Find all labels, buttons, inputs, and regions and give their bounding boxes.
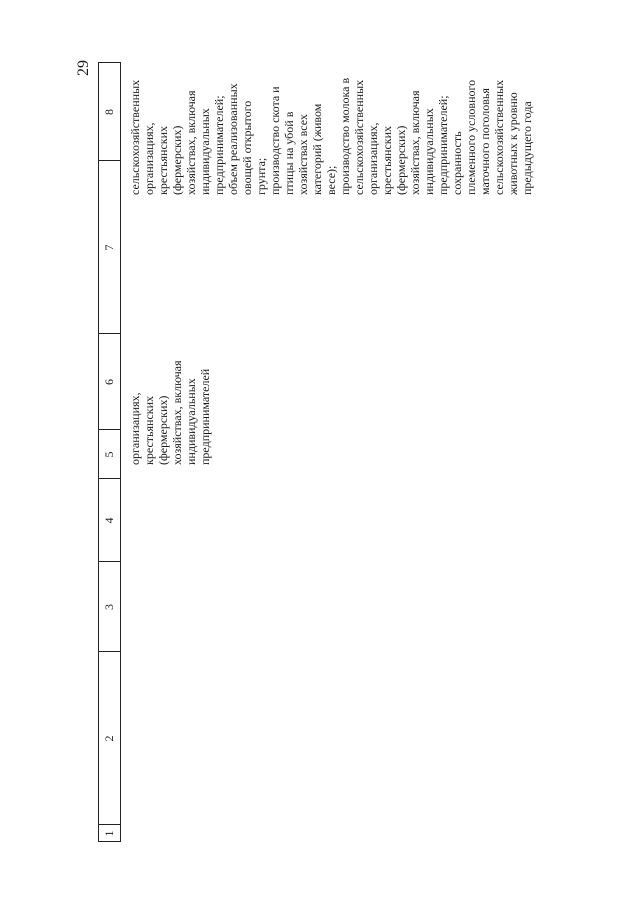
column-header-1: 1 [102,830,116,837]
cell-col6 [128,343,212,465]
cell-line: хозяйствах всех [296,114,310,195]
cell-line: предпринимателей; [436,95,450,195]
cell-line: индивидуальных [422,108,436,195]
column-header-5: 5 [102,451,116,458]
cell-line: весе); [324,165,338,195]
rotated-table-frame [98,62,543,842]
cell-col8 [128,67,534,195]
cell-line: индивидуальных [184,378,198,465]
column-header-7: 7 [102,244,116,251]
rotated-table-content [98,62,543,842]
column-header-6: 6 [102,379,116,385]
column-header-4: 4 [102,517,116,524]
cell-line: (фермерских) [170,125,184,195]
cell-line: производство скота и [268,86,282,195]
cell-line: производство молока в [338,77,352,195]
cell-line: объем реализованных [226,83,240,195]
cell-line: предыдущего года [520,101,534,195]
cell-line: крестьянских [380,125,394,195]
cell-line: сельскохозяйственных [352,79,366,195]
cell-line: (фермерских) [156,395,170,465]
cell-line: животных к уровню [506,92,520,195]
cell-line: овощей открытого [240,100,254,195]
table-header-divider [120,62,121,842]
cell-line: организациях, [366,122,380,195]
cell-line: крестьянских [142,395,156,465]
cell-line: племенного условного [464,79,478,195]
cell-line: организациях, [142,122,156,195]
page-number: 29 [75,60,92,76]
cell-line: категорий (живом [310,103,324,195]
column-header-8: 8 [102,109,116,115]
cell-line: организациях, [128,392,142,465]
column-header-2: 2 [102,735,116,742]
cell-line: индивидуальных [198,108,212,195]
cell-line: грунта; [254,157,268,195]
table [98,62,543,842]
cell-line: предпринимателей; [212,95,226,195]
cell-line: сохранность [450,131,464,195]
cell-line: хозяйствах, включая [408,90,422,195]
cell-line: хозяйствах, включая [170,360,184,465]
cell-line: сельскохозяйственных [128,79,142,195]
cell-line: маточного поголовья [478,88,492,195]
cell-line: птицы на убой в [282,111,296,195]
cell-line: крестьянских [156,125,170,195]
cell-line: хозяйствах, включая [184,90,198,195]
cell-line: (фермерских) [394,125,408,195]
cell-line: предпринимателей [198,368,212,465]
column-header-3: 3 [102,604,116,610]
cell-line: сельскохозяйственных [492,79,506,195]
table-top-border [98,62,99,842]
